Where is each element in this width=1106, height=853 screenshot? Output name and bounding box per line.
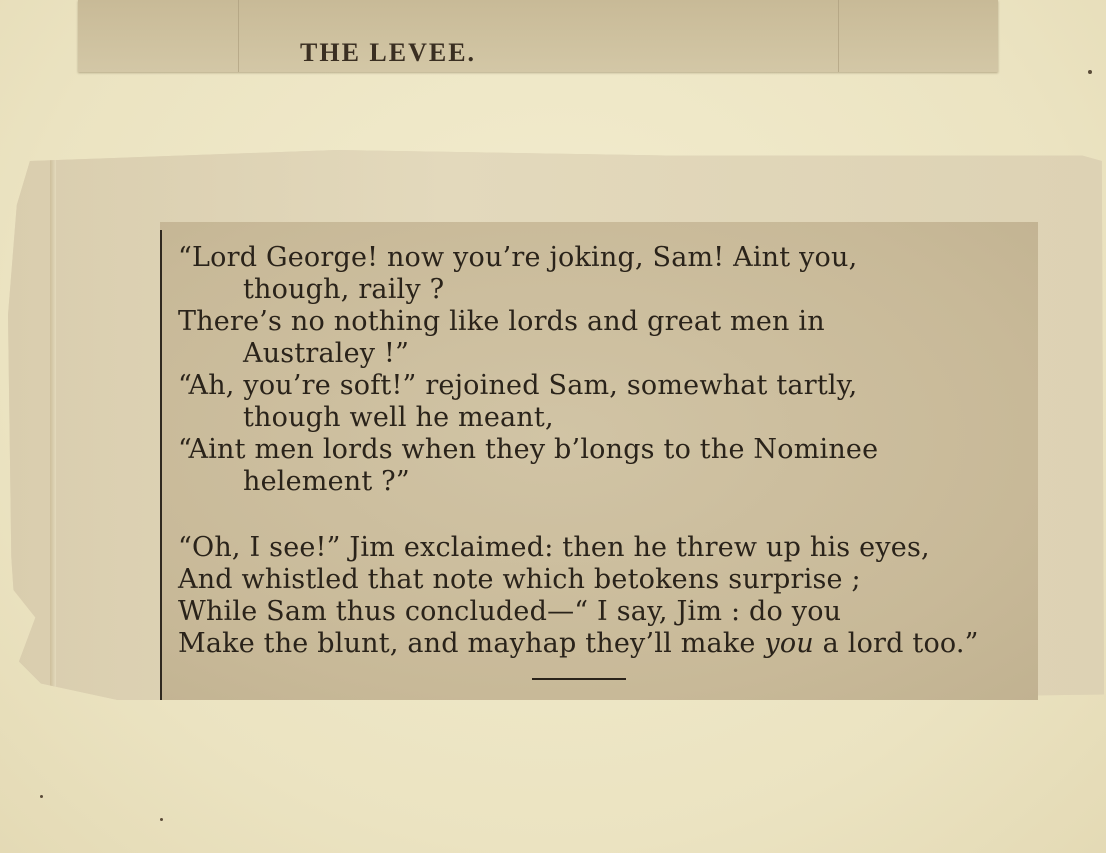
clipping-caption: THE LEVEE. [300,38,477,67]
poem-line: “Aint men lords when they b’longs to the Nominee [178,434,879,465]
stanza-1 [178,242,988,498]
speck [1088,70,1092,74]
poem-line: Australey !” [243,338,410,369]
poem-text [178,242,988,660]
poem-line: “Lord George! now you’re joking, Sam! Aint you, [178,242,858,273]
poem-line-last [178,628,988,660]
paper-edge [50,150,56,700]
italic-word: you [764,628,814,659]
speck [40,795,43,798]
poem-line: And whistled that note which betokens surprise ; [178,564,861,595]
end-rule [532,678,626,680]
poem-line: While Sam thus concluded—“ I say, Jim : do you [178,596,842,627]
fold-line [238,0,239,72]
poem-line: helement ?” [243,466,410,497]
line-text: Make the blunt, and mayhap they’ll make [178,628,765,659]
line-text: a lord too.” [813,628,979,659]
poem-line: “Ah, you’re soft!” rejoined Sam, somewhat tartly, [178,370,858,401]
top-clipping-fragment [78,0,998,72]
poem-line: though, raily ? [243,274,445,305]
stanza-2 [178,532,988,660]
column-rule [160,230,162,700]
poem-line: There’s no nothing like lords and great men in [178,306,825,337]
newspaper-clipping [160,222,1038,700]
poem-line: though well he meant, [243,402,554,433]
poem-line: “Oh, I see!” Jim exclaimed: then he threw up his eyes, [178,532,930,563]
fold-line [838,0,839,72]
speck [160,818,163,821]
